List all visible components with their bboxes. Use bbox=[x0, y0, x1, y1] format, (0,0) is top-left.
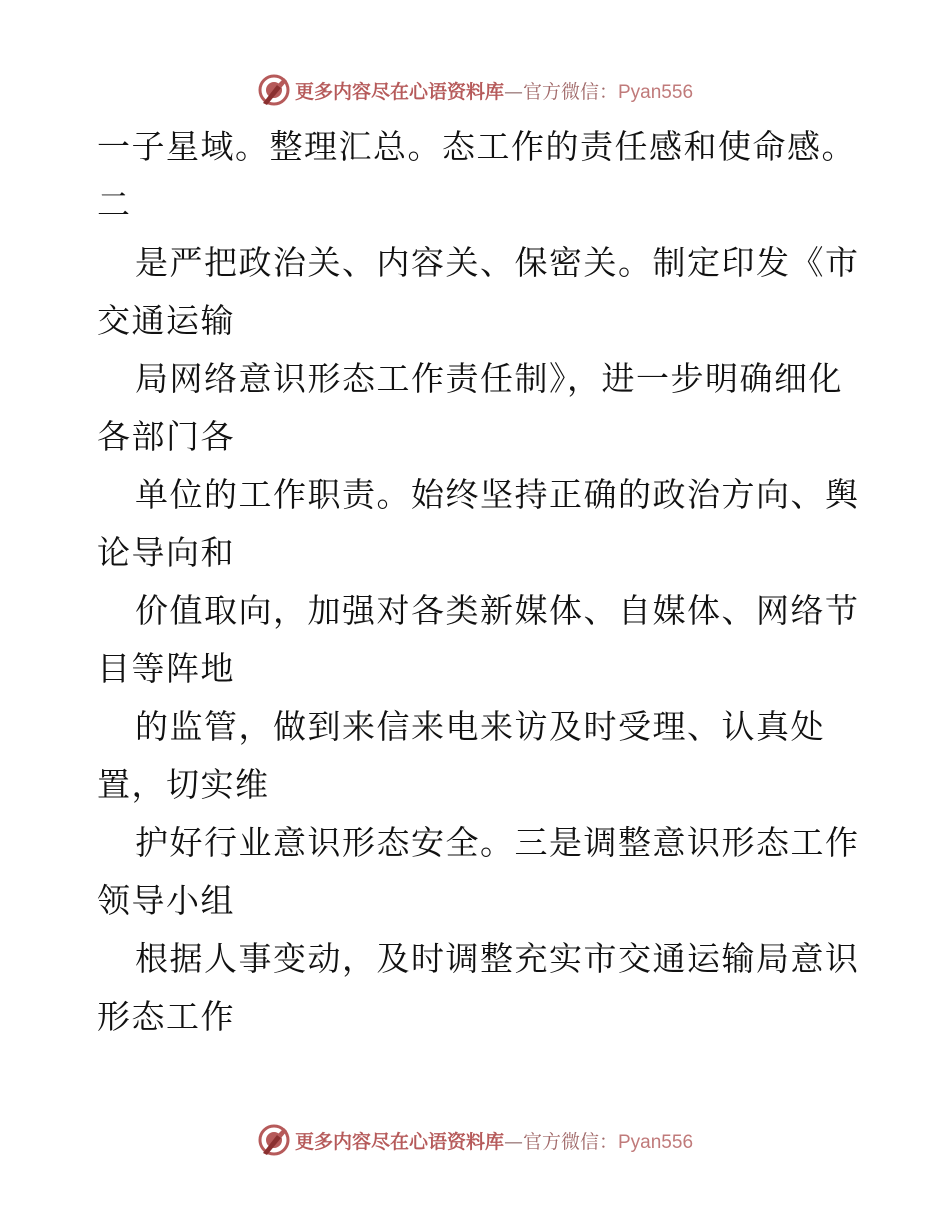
text-line: 各部门各 bbox=[97, 417, 235, 456]
pen-seal-icon bbox=[257, 73, 291, 107]
text-line: 交通运输 bbox=[97, 301, 235, 340]
text-line: 根据人事变动，及时调整充实市交通运输局意识 bbox=[135, 939, 860, 978]
text-line: 领导小组 bbox=[97, 881, 235, 920]
footer-watermark bbox=[0, 1120, 950, 1160]
text-line: 目等阵地 bbox=[97, 649, 235, 688]
text-line: 的监管，做到来信来电来访及时受理、认真处 bbox=[135, 707, 825, 746]
watermark-wechat-label: 官方微信： bbox=[522, 80, 618, 103]
watermark-wechat-id: Pyan556 bbox=[618, 81, 694, 103]
text-line: 是严把政治关、内容关、保密关。制定印发《市 bbox=[135, 243, 860, 282]
watermark-text bbox=[295, 1127, 693, 1154]
watermark-brand: 更多内容尽在心语资料库 bbox=[294, 80, 504, 103]
text-line: 护好行业意识形态安全。三是调整意识形态工作 bbox=[135, 823, 860, 862]
watermark-text bbox=[295, 77, 693, 104]
text-line: 论导向和 bbox=[97, 533, 235, 572]
watermark-wechat-label: 官方微信： bbox=[522, 1130, 618, 1153]
watermark-wechat-id: Pyan556 bbox=[618, 1131, 694, 1153]
text-line: 形态工作 bbox=[97, 997, 235, 1036]
text-line: 价值取向，加强对各类新媒体、自媒体、网络节 bbox=[135, 591, 860, 630]
pen-seal-icon bbox=[257, 1123, 291, 1157]
watermark-separator: — bbox=[503, 1130, 523, 1153]
text-line: 置，切实维 bbox=[97, 765, 270, 804]
text-line: 一子星域。整理汇总。态工作的责任感和使命感。 bbox=[97, 127, 856, 166]
watermark-separator: — bbox=[503, 80, 523, 103]
watermark-brand: 更多内容尽在心语资料库 bbox=[294, 1130, 504, 1153]
text-line: 局网络意识形态工作责任制》，进一步明确细化 bbox=[135, 359, 843, 398]
header-watermark bbox=[0, 70, 950, 110]
text-line: 单位的工作职责。始终坚持正确的政治方向、舆 bbox=[135, 475, 860, 514]
document-body bbox=[97, 118, 860, 1046]
text-line: 二 bbox=[97, 185, 132, 224]
